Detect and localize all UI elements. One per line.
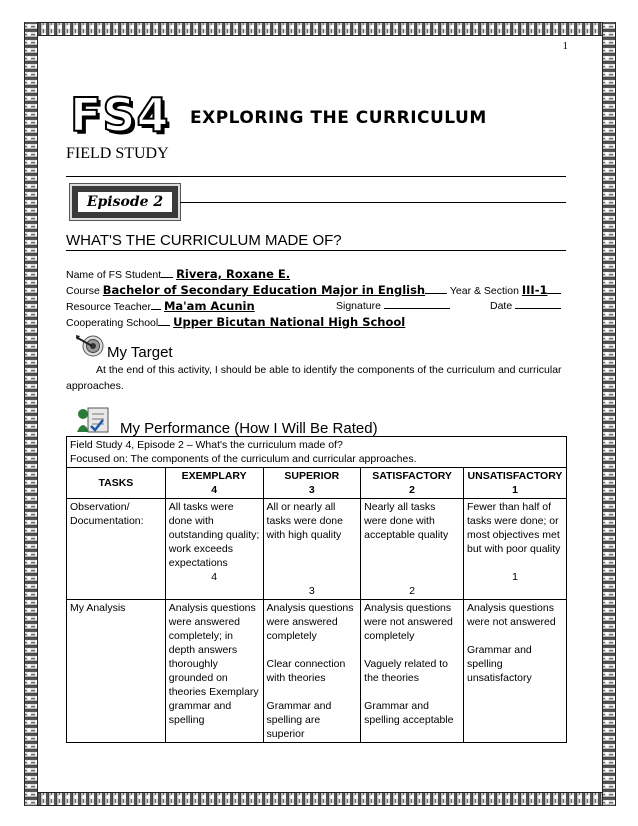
cell-text: Grammar and spelling acceptable bbox=[364, 700, 454, 726]
page-number: 1 bbox=[562, 40, 568, 52]
header-exemplary-label: EXEMPLARY bbox=[181, 470, 247, 482]
signature-label: Signature bbox=[336, 300, 381, 312]
cell-score: 4 bbox=[211, 571, 218, 583]
episode-rule bbox=[180, 202, 566, 203]
cell-score: 2 bbox=[409, 585, 415, 597]
episode-badge bbox=[70, 184, 180, 220]
cell-text: Clear connection with theories bbox=[266, 658, 346, 684]
task-observation: Observation/ Documentation: bbox=[67, 499, 166, 600]
border-top bbox=[24, 22, 616, 36]
student-name-line bbox=[66, 266, 290, 283]
cell-observation-unsatisfactory bbox=[463, 499, 566, 600]
resource-teacher-line bbox=[66, 298, 566, 315]
cell-observation-exemplary bbox=[165, 499, 263, 600]
cell-analysis-satisfactory bbox=[361, 600, 464, 743]
task-analysis: My Analysis bbox=[67, 600, 166, 743]
rubric-caption-line2: Focused on: The components of the curriculum and curricular approaches. bbox=[70, 453, 417, 465]
target-icon bbox=[76, 334, 104, 358]
section-question: WHAT'S THE CURRICULUM MADE OF? bbox=[66, 232, 342, 249]
cell-text: Vaguely related to the theories bbox=[364, 658, 449, 684]
border-left bbox=[24, 22, 38, 806]
cell-text: Analysis questions were not answered completely bbox=[364, 602, 453, 642]
rubric-caption-row bbox=[67, 437, 567, 468]
header-satisfactory bbox=[361, 468, 464, 499]
year-section-value: III-1 bbox=[521, 283, 548, 297]
cell-text: Nearly all tasks were done with acceptable quality bbox=[364, 501, 449, 541]
course-label: Course bbox=[66, 285, 100, 297]
field-study-label: FIELD STUDY bbox=[66, 145, 169, 162]
cell-score: 1 bbox=[512, 571, 518, 583]
cell-analysis-unsatisfactory bbox=[463, 600, 566, 743]
cell-analysis-superior bbox=[263, 600, 361, 743]
header-exemplary-score: 4 bbox=[211, 484, 218, 496]
header-unsatisfactory-score: 1 bbox=[512, 484, 518, 496]
header-satisfactory-label: SATISFACTORY bbox=[372, 470, 452, 482]
cooperating-school-label: Cooperating School bbox=[66, 317, 159, 329]
cell-analysis-exemplary: Analysis questions were answered completely; in depth answers thoroughly grounded on theories Exemplary grammar and spelling bbox=[165, 600, 263, 743]
rubric-header-row bbox=[67, 468, 567, 499]
header-rule bbox=[66, 176, 566, 177]
header-superior bbox=[263, 468, 361, 499]
section-rule bbox=[66, 250, 566, 251]
name-label: Name of FS Student bbox=[66, 269, 162, 281]
header-satisfactory-score: 2 bbox=[409, 484, 415, 496]
document-title: EXPLORING THE CURRICULUM bbox=[190, 108, 487, 128]
course-value: Bachelor of Secondary Education Major in English bbox=[102, 283, 426, 297]
target-heading: My Target bbox=[107, 344, 173, 361]
table-row bbox=[67, 499, 567, 600]
rubric-caption bbox=[67, 437, 567, 468]
episode-label: Episode 2 bbox=[78, 192, 172, 212]
border-bottom bbox=[24, 792, 616, 806]
header-unsatisfactory-label: UNSATISFACTORY bbox=[467, 470, 563, 482]
fs4-logo: FS4 bbox=[70, 88, 170, 142]
cooperating-school-value: Upper Bicutan National High School bbox=[173, 315, 406, 329]
cell-text: Grammar and spelling unsatisfactory bbox=[466, 644, 532, 684]
header-superior-label: SUPERIOR bbox=[284, 470, 340, 482]
date-field bbox=[515, 299, 561, 309]
cell-text: All tasks were done with outstanding quality; work exceeds expectations bbox=[168, 501, 260, 569]
header-unsatisfactory bbox=[463, 468, 566, 499]
header-exemplary bbox=[165, 468, 263, 499]
header-superior-score: 3 bbox=[308, 484, 315, 496]
table-row bbox=[67, 600, 567, 743]
cell-text: Fewer than half of tasks were done; or most objectives met but with poor quality bbox=[466, 501, 561, 555]
resource-teacher-label: Resource Teacher bbox=[66, 301, 152, 313]
student-name-value: Rivera, Roxane E. bbox=[176, 267, 291, 281]
cell-text: Analysis questions were not answered bbox=[466, 602, 556, 628]
cell-text: Analysis questions were answered completely bbox=[266, 602, 354, 642]
cooperating-school-line bbox=[66, 314, 405, 331]
year-section-label: Year & Section bbox=[449, 285, 519, 297]
cell-observation-satisfactory bbox=[361, 499, 464, 600]
date-label: Date bbox=[490, 300, 513, 312]
signature-field bbox=[384, 299, 450, 309]
target-text: At the end of this activity, I should be able to identify the components of the curriculum and curricular approaches. bbox=[66, 364, 562, 392]
border-right bbox=[602, 22, 616, 806]
cell-score: 3 bbox=[308, 585, 315, 597]
performance-icon bbox=[74, 404, 112, 436]
rubric-caption-line1: Field Study 4, Episode 2 – What's the curriculum made of? bbox=[70, 439, 343, 451]
rubric-table bbox=[66, 436, 567, 743]
cell-observation-superior bbox=[263, 499, 361, 600]
cell-text: Grammar and spelling are superior bbox=[266, 700, 332, 740]
resource-teacher-value: Ma'am Acunin bbox=[163, 299, 255, 313]
header-tasks: TASKS bbox=[67, 468, 166, 499]
course-line bbox=[66, 282, 561, 299]
performance-heading: My Performance (How I Will Be Rated) bbox=[120, 420, 378, 437]
cell-text: All or nearly all tasks were done with high quality bbox=[266, 501, 343, 541]
